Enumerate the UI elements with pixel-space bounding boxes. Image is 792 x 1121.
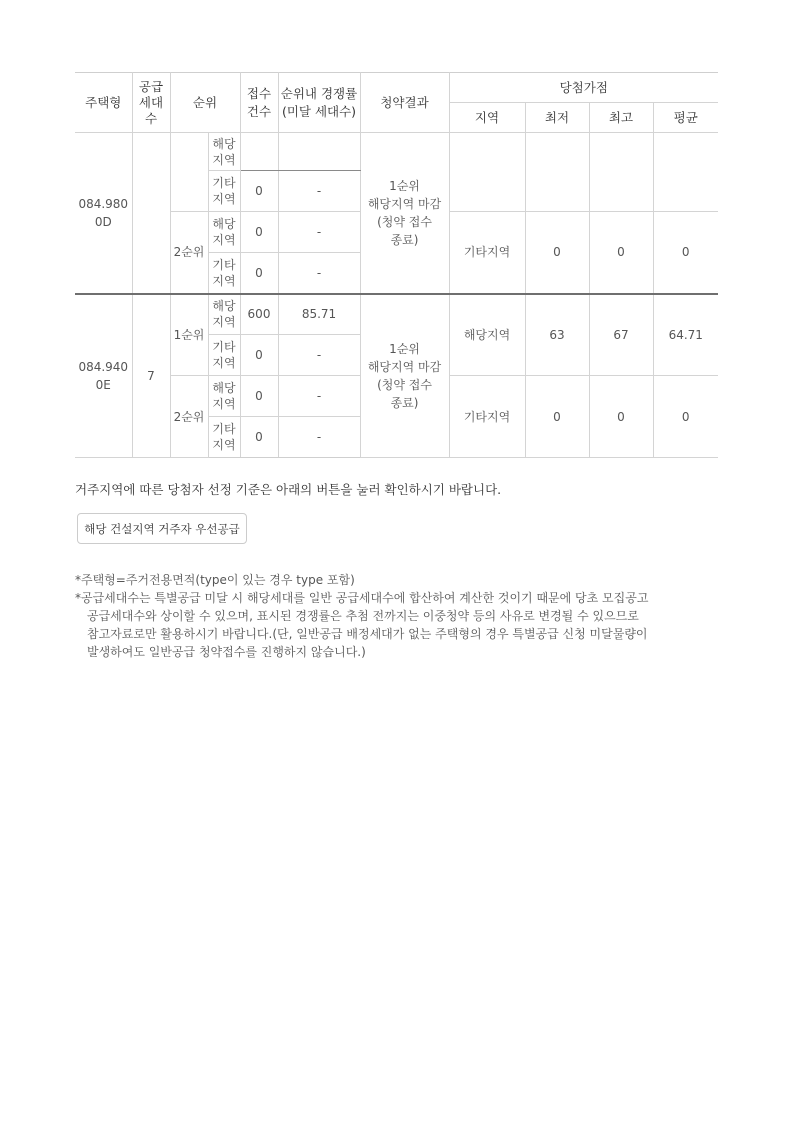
table-row	[75, 294, 718, 335]
score-region-cell: 해당지역	[449, 294, 525, 376]
table-row	[75, 133, 718, 171]
supply-footnote-line: 참고자료로만 활용하시기 바랍니다.(단, 일반공급 배정세대가 없는 주택형의 경우 특별공급 신청 미달물량이	[87, 627, 648, 641]
header-applications: 접수 건수	[240, 73, 278, 133]
residence-note: 거주지역에 따른 당첨자 선정 기준은 아래의 버튼을 눌러 확인하시기 바랍니다.	[75, 482, 502, 497]
area-label-other: 기타 지역	[208, 171, 240, 212]
score-region-cell: 기타지역	[449, 212, 525, 294]
applications-cell: 0	[240, 253, 278, 294]
local-priority-supply-button[interactable]: 해당 건설지역 거주자 우선공급	[77, 513, 247, 544]
area-label-local: 해당 지역	[208, 133, 240, 171]
applications-cell	[240, 133, 278, 171]
competition-cell: -	[278, 253, 360, 294]
score-min-cell: 0	[525, 212, 589, 294]
rank-label-cell	[170, 133, 208, 212]
supply-footnote-line: 발생하여도 일반공급 청약접수를 진행하지 않습니다.)	[87, 645, 366, 659]
score-max-cell: 0	[589, 376, 653, 458]
header-house-type: 주택형	[75, 73, 132, 133]
competition-cell: 85.71	[278, 294, 360, 335]
competition-cell: -	[278, 171, 360, 212]
header-min: 최저	[525, 103, 589, 133]
score-avg-cell: 0	[653, 376, 718, 458]
header-competition: 순위내 경쟁률 (미달 세대수)	[278, 73, 360, 133]
house-type-cell: 084.980 0D	[75, 133, 132, 294]
result-cell: 1순위 해당지역 마감 (청약 접수 종료)	[360, 133, 449, 294]
area-label-other: 기타 지역	[208, 417, 240, 458]
area-label-other: 기타 지역	[208, 335, 240, 376]
applications-cell: 600	[240, 294, 278, 335]
area-label-local: 해당 지역	[208, 212, 240, 253]
score-max-cell	[589, 133, 653, 212]
area-label-local: 해당 지역	[208, 294, 240, 335]
competition-cell: -	[278, 417, 360, 458]
house-type-cell: 084.940 0E	[75, 294, 132, 458]
score-avg-cell: 0	[653, 212, 718, 294]
competition-cell: -	[278, 212, 360, 253]
supply-units-cell: 7	[132, 294, 170, 458]
competition-cell: -	[278, 376, 360, 417]
header-max: 최고	[589, 103, 653, 133]
supply-units-cell	[132, 133, 170, 294]
score-region-cell	[449, 133, 525, 212]
score-min-cell: 63	[525, 294, 589, 376]
header-result: 청약결과	[360, 73, 449, 133]
applications-cell: 0	[240, 212, 278, 253]
house-type-footnote: *주택형=주거전용면적(type이 있는 경우 type 포함)	[75, 573, 355, 587]
supply-units-footnote	[75, 589, 715, 661]
applications-cell: 0	[240, 335, 278, 376]
area-label-other: 기타 지역	[208, 253, 240, 294]
rank-label-cell: 2순위	[170, 376, 208, 458]
supply-footnote-line: 공급세대수와 상이할 수 있으며, 표시된 경쟁률은 추첨 전까지는 이중청약 등의 사유로 변경될 수 있으므로	[87, 609, 639, 623]
applications-cell: 0	[240, 376, 278, 417]
applications-cell: 0	[240, 417, 278, 458]
score-region-cell: 기타지역	[449, 376, 525, 458]
score-avg-cell	[653, 133, 718, 212]
score-max-cell: 67	[589, 294, 653, 376]
results-table	[75, 72, 718, 458]
score-min-cell: 0	[525, 376, 589, 458]
score-min-cell	[525, 133, 589, 212]
result-cell: 1순위 해당지역 마감 (청약 접수 종료)	[360, 294, 449, 458]
competition-cell	[278, 133, 360, 171]
area-label-local: 해당 지역	[208, 376, 240, 417]
rank-label-cell: 2순위	[170, 212, 208, 294]
score-max-cell: 0	[589, 212, 653, 294]
header-region: 지역	[449, 103, 525, 133]
header-supply-units: 공급 세대 수	[132, 73, 170, 133]
header-winning-score: 당첨가점	[449, 73, 718, 103]
score-avg-cell: 64.71	[653, 294, 718, 376]
rank-label-cell: 1순위	[170, 294, 208, 376]
applications-cell: 0	[240, 171, 278, 212]
supply-footnote-line: *공급세대수는 특별공급 미달 시 해당세대를 일반 공급세대수에 합산하여 계산한 것이기 때문에 당초 모집공고	[75, 591, 649, 605]
competition-cell: -	[278, 335, 360, 376]
header-avg: 평균	[653, 103, 718, 133]
header-rank: 순위	[170, 73, 240, 133]
